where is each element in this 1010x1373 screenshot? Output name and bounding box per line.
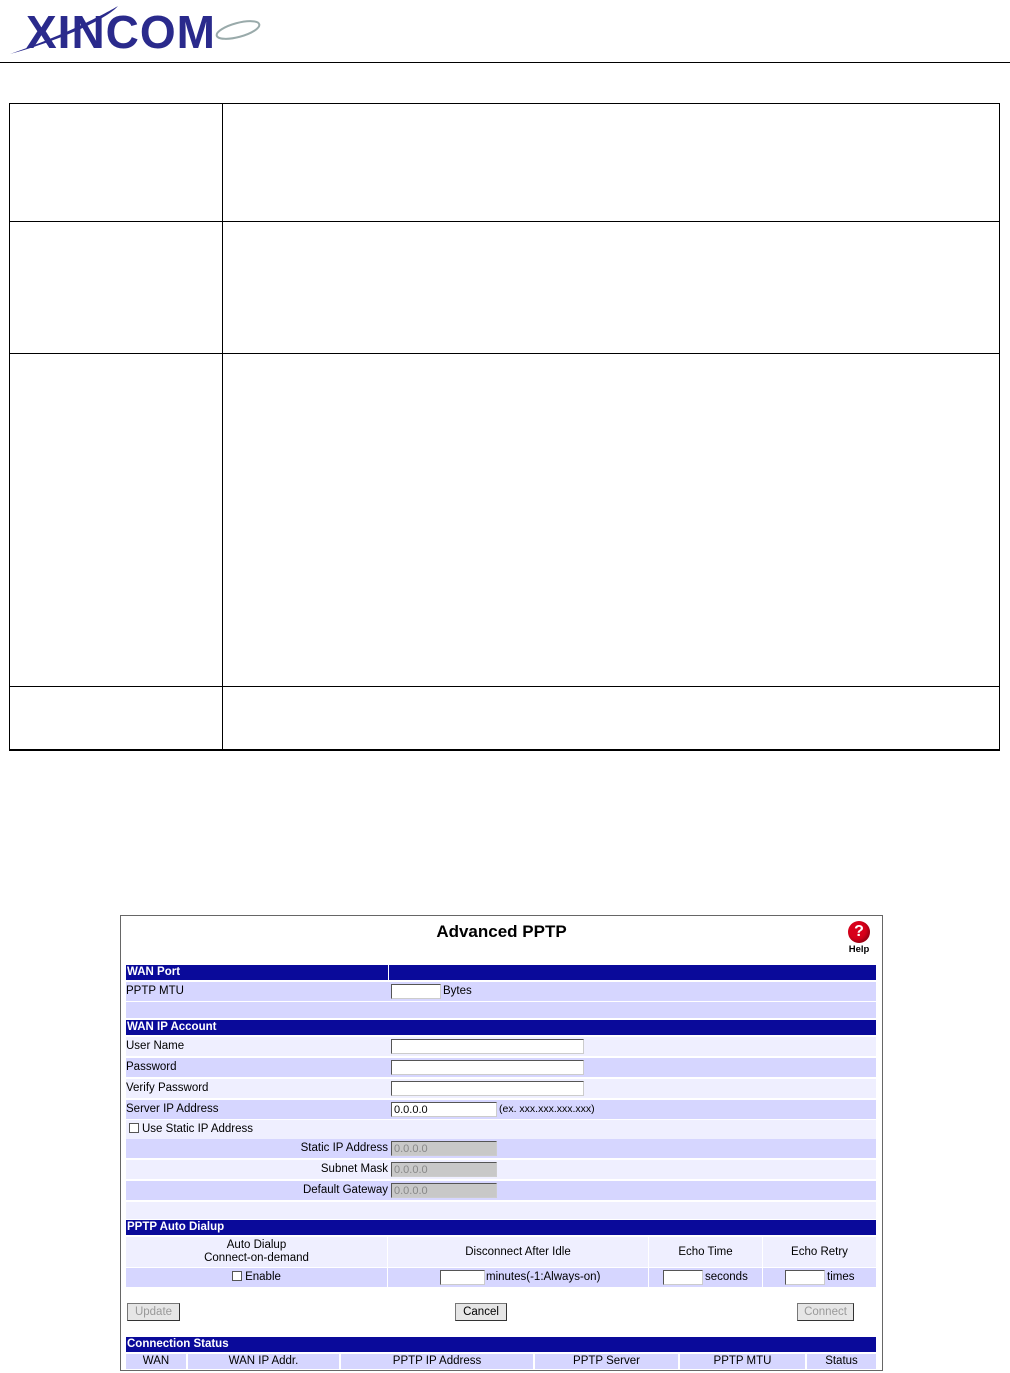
echo-time-input[interactable] [663,1270,703,1285]
server-ip-input[interactable]: 0.0.0.0 [391,1102,497,1117]
default-gateway-input[interactable]: 0.0.0.0 [391,1183,497,1198]
table-cell [223,222,1000,354]
idle-minutes-input[interactable] [440,1270,485,1285]
static-ip-input[interactable]: 0.0.0.0 [391,1141,497,1156]
server-ip-row [126,1100,876,1119]
col-echo-retry: Echo Retry [763,1237,876,1267]
pptp-mtu-row [126,982,876,1001]
table-cell [10,354,223,687]
pptp-mtu-label: PPTP MTU [126,985,184,997]
status-col-wan-ip: WAN IP Addr. [188,1354,341,1369]
echo-time-unit: seconds [705,1271,748,1283]
col-disconnect-idle: Disconnect After Idle [388,1237,648,1267]
col-auto-dialup [126,1237,387,1267]
wan-account-header: WAN IP Account [126,1020,876,1035]
enable-cell [126,1268,387,1287]
header-divider [388,965,389,980]
use-static-label: Use Static IP Address [142,1123,254,1135]
server-ip-hint: (ex. xxx.xxx.xxx.xxx) [499,1103,595,1115]
table-cell [223,104,1000,222]
verify-password-label: Verify Password [126,1082,209,1094]
xincom-logo [8,4,318,58]
connection-status-header: Connection Status [126,1337,876,1352]
user-name-row [126,1037,876,1056]
table-cell [10,104,223,222]
col-auto-dialup-line1: Auto Dialup [226,1239,287,1251]
password-input[interactable] [391,1060,584,1075]
logo-text: XINCOM [26,6,216,58]
enable-checkbox[interactable] [232,1271,242,1281]
subnet-mask-row [126,1160,876,1179]
pptp-mtu-input[interactable] [391,984,441,999]
use-static-checkbox-wrap[interactable] [129,1120,253,1139]
echo-retry-unit: times [827,1271,855,1283]
table-row [10,222,1000,354]
default-gateway-label: Default Gateway [302,1184,388,1196]
idle-minutes-unit: minutes(-1:Always-on) [486,1271,601,1283]
document-table [9,103,1000,751]
wan-port-header [126,965,876,980]
table-row [10,687,1000,750]
auto-dialup-header: PPTP Auto Dialup [126,1220,876,1235]
help-button[interactable] [844,921,874,955]
enable-label: Enable [245,1271,281,1283]
password-row [126,1058,876,1077]
echo-retry-cell [763,1268,876,1287]
use-static-row [126,1120,876,1139]
spacer-row [126,1202,876,1219]
table-cell [223,687,1000,750]
echo-time-cell [649,1268,762,1287]
logo-graphic [8,4,318,58]
advanced-pptp-panel [120,915,883,1371]
help-label: Help [848,944,870,955]
table-cell [10,222,223,354]
help-icon: ? [848,921,870,943]
header-rule [0,62,1010,63]
verify-password-row [126,1079,876,1098]
auto-dialup-column-headers [126,1237,876,1267]
status-col-status: Status [807,1354,876,1369]
subnet-mask-input[interactable]: 0.0.0.0 [391,1162,497,1177]
table-row [10,354,1000,687]
spacer-row [126,1002,876,1018]
status-col-wan: WAN [126,1354,188,1369]
password-label: Password [126,1061,177,1073]
server-ip-label: Server IP Address [126,1103,219,1115]
static-ip-label: Static IP Address [300,1142,388,1154]
table-cell [223,354,1000,687]
col-auto-dialup-line2: Connect-on-demand [204,1252,309,1264]
default-gateway-row [126,1181,876,1200]
user-name-label: User Name [126,1040,185,1052]
status-col-pptp-ip: PPTP IP Address [341,1354,535,1369]
verify-password-input[interactable] [391,1081,584,1096]
echo-retry-input[interactable] [785,1270,825,1285]
idle-cell [388,1268,648,1287]
update-button[interactable]: Update [127,1303,180,1321]
static-ip-row [126,1139,876,1158]
use-static-checkbox[interactable] [129,1123,139,1133]
table-row [10,104,1000,222]
status-col-pptp-mtu: PPTP MTU [680,1354,807,1369]
auto-dialup-values-row [126,1268,876,1287]
user-name-input[interactable] [391,1039,584,1054]
wan-port-header-label: WAN Port [127,966,181,978]
connect-button[interactable]: Connect [797,1303,854,1321]
col-echo-time: Echo Time [649,1237,762,1267]
connection-status-columns [126,1354,876,1369]
pptp-mtu-unit: Bytes [443,985,472,997]
page-title: Advanced PPTP [436,922,567,941]
status-col-pptp-server: PPTP Server [535,1354,680,1369]
table-cell [10,687,223,750]
subnet-mask-label: Subnet Mask [320,1163,388,1175]
cancel-button[interactable]: Cancel [455,1303,507,1321]
